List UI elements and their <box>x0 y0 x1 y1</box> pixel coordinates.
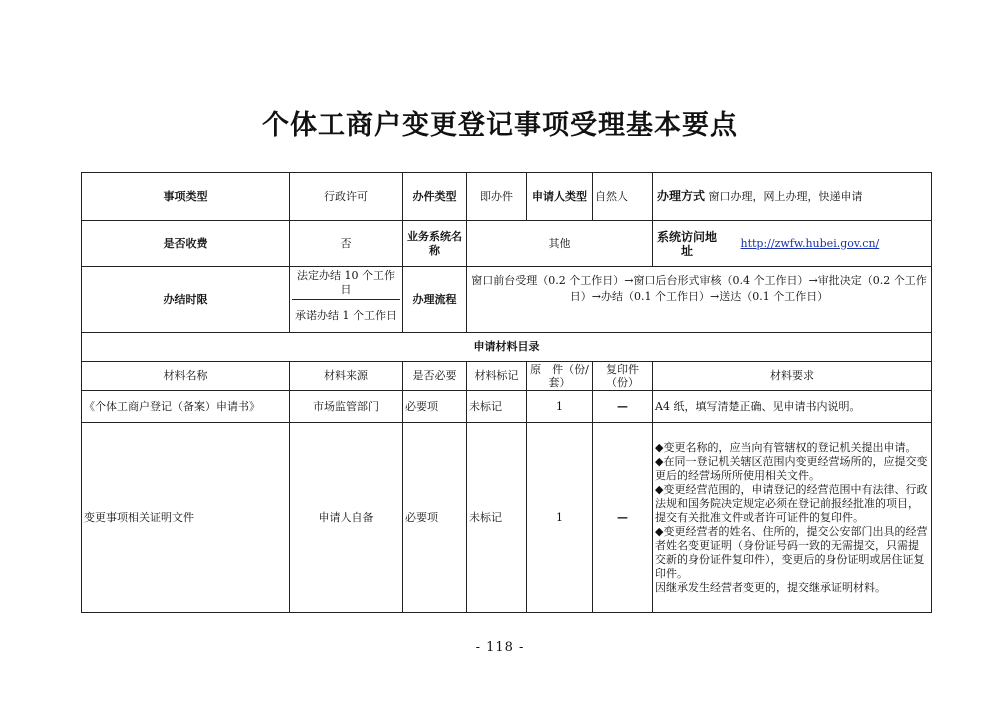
requirement-line: 因继承发生经营者变更的，提交继承证明材料。 <box>655 580 886 594</box>
handle-type-label: 办件类型 <box>403 173 467 221</box>
system-url-link[interactable]: http://zwfw.hubei.gov.cn/ <box>740 236 880 250</box>
requirements-table <box>81 172 932 613</box>
item-type-label: 事项类型 <box>82 173 290 221</box>
applicant-type-value: 自然人 <box>593 173 653 221</box>
table-row <box>82 423 932 613</box>
material-original: 1 <box>527 391 593 423</box>
fee-value: 否 <box>290 221 403 267</box>
col-header-requirement: 材料要求 <box>653 362 932 391</box>
material-requirement: A4 纸，填写清楚正确、见申请书内说明。 <box>653 391 932 423</box>
promised-limit: 承诺办结 1 个工作日 <box>292 300 400 332</box>
info-row-1 <box>82 173 932 221</box>
col-header-original: 原 件（份/套） <box>527 362 593 391</box>
handle-method-label: 办理方式 <box>657 189 706 203</box>
system-url-cell <box>653 221 932 267</box>
material-copy: — <box>593 391 653 423</box>
system-url-label: 系统访问地址 <box>657 229 718 258</box>
system-name-label: 业务系统名称 <box>403 221 467 267</box>
col-header-copy: 复印件（份） <box>593 362 653 391</box>
requirement-line: ◆变更经营范围的，申请登记的经营范围中有法律、行政法规和国务院决定规定必须在登记前报经批准的项目，提交有关批准文件或者许可证件的复印件。 <box>655 482 928 524</box>
col-header-required: 是否必要 <box>403 362 467 391</box>
material-name: 《个体工商户登记（备案）申请书》 <box>82 391 290 423</box>
requirement-line: ◆变更经营者的姓名、住所的，提交公安部门出具的经营者姓名变更证明（身份证号码一致的无需提交，只需提交新的身份证件复印件），变更后的身份证明或居住证复印件。 <box>655 524 928 580</box>
material-name: 变更事项相关证明文件 <box>82 423 290 613</box>
handle-method-value: 窗口办理，网上办理，快递申请 <box>708 190 863 203</box>
page-number: - 118 - <box>475 640 525 655</box>
info-row-3 <box>82 267 932 333</box>
process-value: 窗口前台受理（0.2 个工作日）→窗口后台形式审核（0.4 个工作日）→审批决定（0.2 个工作日）→办结（0.1 个工作日）→送达（0.1 个工作日） <box>467 267 932 333</box>
requirement-line: ◆变更名称的，应当向有管辖权的登记机关提出申请。 <box>655 440 917 454</box>
material-source: 市场监管部门 <box>290 391 403 423</box>
material-required: 必要项 <box>403 391 467 423</box>
col-header-name: 材料名称 <box>82 362 290 391</box>
material-source: 申请人自备 <box>290 423 403 613</box>
col-header-source: 材料来源 <box>290 362 403 391</box>
requirement-line: ◆在同一登记机关辖区范围内变更经营场所的，应提交变更后的经营场所所使用相关文件。 <box>655 454 928 482</box>
handle-method-cell <box>653 173 932 221</box>
time-limit-values <box>290 267 403 333</box>
page-title: 个体工商户变更登记事项受理基本要点 <box>262 110 738 141</box>
col-header-mark: 材料标记 <box>467 362 527 391</box>
legal-limit: 法定办结 10 个工作日 <box>297 269 395 297</box>
item-type-value: 行政许可 <box>290 173 403 221</box>
time-limit-label: 办结时限 <box>82 267 290 333</box>
applicant-type-label: 申请人类型 <box>527 173 593 221</box>
info-row-2 <box>82 221 932 267</box>
material-requirement <box>653 423 932 613</box>
table-row <box>82 391 932 423</box>
materials-header-row <box>82 362 932 391</box>
material-copy: — <box>593 423 653 613</box>
process-label: 办理流程 <box>403 267 467 333</box>
material-original: 1 <box>527 423 593 613</box>
material-required: 必要项 <box>403 423 467 613</box>
materials-heading-row <box>82 333 932 362</box>
system-name-value: 其他 <box>467 221 653 267</box>
material-mark: 未标记 <box>467 423 527 613</box>
handle-type-value: 即办件 <box>467 173 527 221</box>
material-mark: 未标记 <box>467 391 527 423</box>
materials-heading: 申请材料目录 <box>82 333 932 362</box>
fee-label: 是否收费 <box>82 221 290 267</box>
